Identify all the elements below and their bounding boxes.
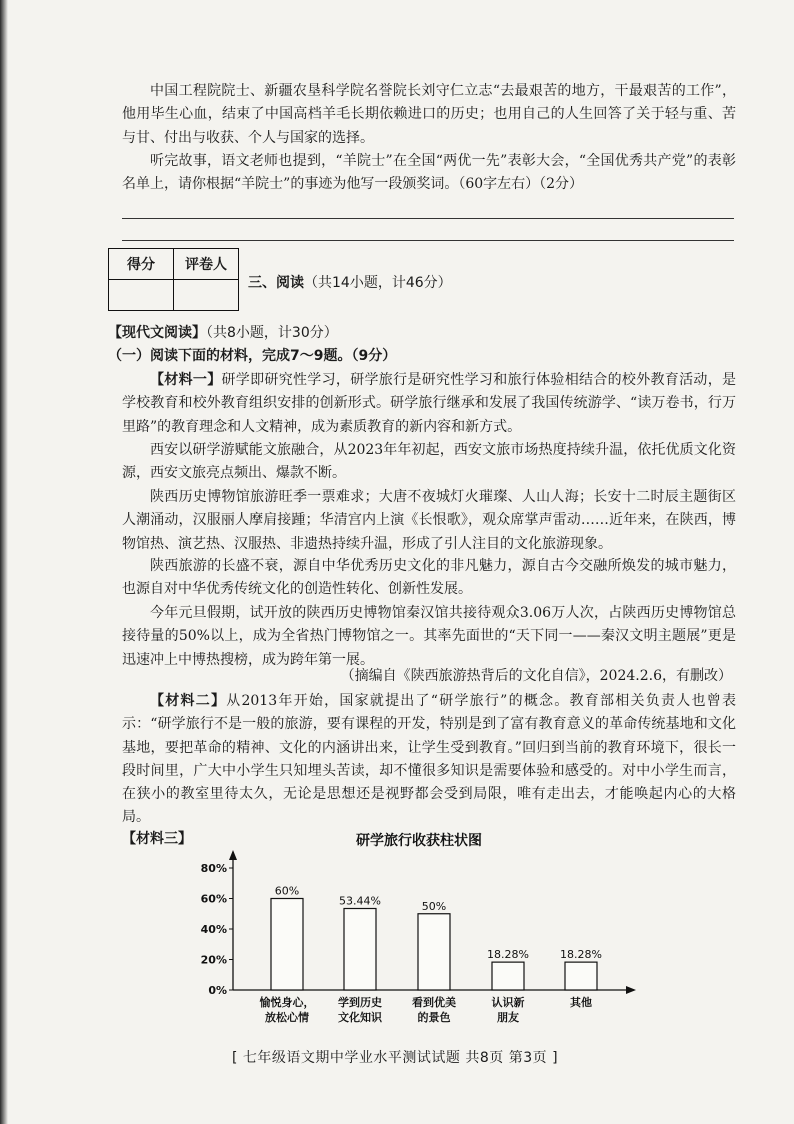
material-1-paragraph-5: 今年元旦假期，试开放的陕西历史博物馆秦汉馆共接待观众3.06万人次，占陕西历史博物馆总接待量的50%以上，成为全省热门博物馆之一。其率先面世的“天下同一——秦汉文明主题展”更是迅速冲上中博热搜榜，成为跨年第一展。 xyxy=(122,605,736,668)
page-footer: [ 七年级语文期中学业水平测试试题 共8页 第3页 ] xyxy=(232,1050,559,1066)
material-1-paragraph-2: 西安以研学游赋能文旅融合，从2023年年初起，西安文旅市场热度持续升温，依托优质文化资源，西安文旅亮点频出、爆款不断。 xyxy=(122,442,736,482)
bar xyxy=(344,909,376,990)
chart-title: 研学旅行收获柱状图 xyxy=(356,833,482,849)
y-tick-label: 60% xyxy=(200,892,227,906)
score-label: 得分 xyxy=(109,249,174,280)
y-tick-label: 20% xyxy=(200,953,227,967)
y-axis-arrow xyxy=(229,850,237,860)
modern-reading-title: 【现代文阅读】 xyxy=(108,325,206,341)
intro-paragraph-2: 听完故事，语文老师也提到，“羊院士”在全国“两优一先”表彰大会，“全国优秀共产党”的表彰名单上，请你根据“羊院士”的事迹为他写一段颁奖词。（60字左右）（2分） xyxy=(122,153,736,193)
x-tick-label: 其他 xyxy=(570,996,592,1009)
x-tick-label: 看到优美 xyxy=(412,996,456,1009)
part1-heading: （一）阅读下面的材料，完成7～9题。（9分） xyxy=(108,348,397,364)
x-tick-label: 的景色 xyxy=(417,1011,451,1024)
bar xyxy=(492,962,524,990)
bar xyxy=(271,899,303,991)
data-label: 53.44% xyxy=(339,894,381,908)
y-tick-label: 40% xyxy=(200,923,227,936)
x-tick-label: 朋友 xyxy=(497,1011,519,1024)
section-title-sub: （共14小题，计46分） xyxy=(304,275,452,291)
material-1-paragraph-4: 陕西旅游的长盛不衰，源自中华优秀历史文化的非凡魅力，源自古今交融所焕发的城市魅力，也源自对中华优秀传统文化的创造性转化、创新性发展。 xyxy=(122,558,736,598)
y-tick-label: 80% xyxy=(200,862,227,875)
material-3-tag: 【材料三】 xyxy=(122,831,192,847)
x-tick-label: 认识新 xyxy=(491,996,525,1009)
intro-paragraph-1: 中国工程院院士、新疆农垦科学院名誉院长刘守仁立志“去最艰苦的地方，干最艰苦的工作”，他用毕生心血，结束了中国高档羊毛长期依赖进口的历史；也用自己的人生回答了关于轻与重、苦与甘、付出与收获、个人与国家的选择。 xyxy=(122,83,736,146)
material-1-text-1: 研学即研究性学习，研学旅行是研究性学习和旅行体验相结合的校外教育活动，是学校教育和校外教育组织安排的创新形式。研学旅行继承和发展了我国传统游学、“读万卷书，行万里路”的教育理念和人文精神，成为素质教育的新内容和新方式。 xyxy=(122,372,736,435)
bar xyxy=(418,914,450,990)
y-tick-label: 0% xyxy=(208,984,227,997)
grader-label: 评卷人 xyxy=(174,249,239,280)
data-label: 50% xyxy=(421,899,447,913)
x-tick-label: 愉悦身心， xyxy=(259,996,315,1009)
material-2-text: 从2013年开始，国家就提出了“研学旅行”的概念。教育部相关负责人也曾表示：“研学旅行不是一般的旅游，要有课程的开发，特别是到了富有教育意义的革命传统基地和文化基地，要把革命的精神、文化的内涵讲出来，让学生受到教育。”回归到当前的教育环境下，很长一段时间里，广大中小学生只知埋头苦读，却不懂很多知识是需要体验和感受的。对中小学生而言，在狭小的教室里待太久，无论是思想还是视野都会受到局限，唯有走出去，才能唤起内心的大格局。 xyxy=(122,693,737,826)
x-tick-label: 放松心情 xyxy=(265,1011,309,1024)
data-label: 18.28% xyxy=(487,948,529,962)
bar xyxy=(565,962,597,990)
x-tick-label: 学到历史 xyxy=(338,996,382,1009)
data-label: 60% xyxy=(274,884,300,898)
material-1-tag: 【材料一】 xyxy=(150,372,222,388)
material-1-paragraph-3: 陕西历史博物馆旅游旺季一票难求；大唐不夜城灯火璀璨、人山人海；长安十二时辰主题街区人潮涌动，汉服丽人摩肩接踵；华清宫内上演《长恨歌》，观众席掌声雷动……近年来，在陕西，博物馆热、演艺热、汉服热、非遗热持续升温，形成了引人注目的文化旅游现象。 xyxy=(122,489,736,552)
x-axis-arrow xyxy=(626,986,636,994)
material-2-tag: 【材料二】 xyxy=(150,693,227,709)
material-1-source: （摘编自《陕西旅游热背后的文化自信》，2024.2.6，有删改） xyxy=(340,668,732,684)
section-title-main: 三、阅读 xyxy=(248,275,304,291)
modern-reading-sub: （共8小题，计30分） xyxy=(206,325,338,341)
x-tick-label: 文化知识 xyxy=(338,1011,382,1024)
data-label: 18.28% xyxy=(560,948,602,962)
